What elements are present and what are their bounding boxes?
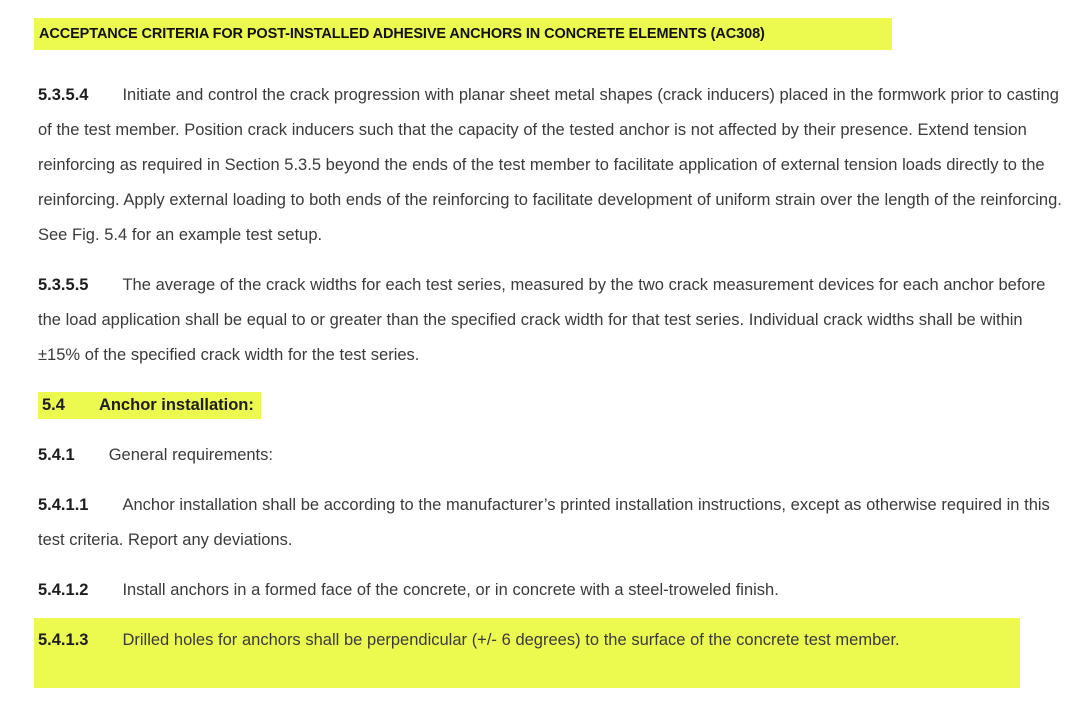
clause-number-5-3-5-5: 5.3.5.5 [38, 276, 89, 294]
clause-text-5-4-1-2: Install anchors in a formed face of the concrete, or in concrete with a steel-troweled finish. [122, 581, 779, 599]
clause-number-5-4-1: 5.4.1 [38, 446, 75, 464]
clause-5-4-1-3 [38, 623, 1066, 658]
document-running-header [34, 18, 892, 50]
clause-text-5-4-1: General requirements: [108, 446, 273, 464]
clause-number-5-4-1-3: 5.4.1.3 [38, 631, 89, 649]
clause-5-4-1-3-highlight [34, 618, 1020, 688]
clause-number-5-3-5-4: 5.3.5.4 [38, 86, 89, 104]
clause-number-5-4-1-1: 5.4.1.1 [38, 496, 89, 514]
clause-text-5-4-1-1: Anchor installation shall be according to the manufacturer’s printed installation instructions, except as otherwise required in this test criteria. Report any deviations. [38, 496, 1050, 549]
clause-5-4-1 [38, 438, 1066, 473]
clause-5-4-highlight [38, 392, 261, 419]
clause-5-4-1-2 [38, 573, 1066, 608]
clause-text-5-3-5-5: The average of the crack widths for each test series, measured by the two crack measurement devices for each anchor before the load application shall be equal to or greater than the specified crack width for that test series. Individual crack widths shall be within ±15% of the specified crack width for the test series. [38, 276, 1046, 364]
document-body [38, 78, 1066, 658]
clause-text-5-3-5-4: Initiate and control the crack progression with planar sheet metal shapes (crack inducers) placed in the formwork prior to casting of the test member. Position crack inducers such that the capacity of the tested anchor is not affected by their presence. Extend tension reinforcing as required in Section 5.3.5 beyond the ends of the test member to facilitate application of external tension loads directly to the reinforcing. Apply external loading to both ends of the reinforcing to facilitate development of uniform strain over the length of the reinforcing. See Fig. 5.4 for an example test setup. [38, 86, 1062, 244]
clause-text-5-4: Anchor installation: [98, 396, 254, 414]
clause-5-4-heading [38, 388, 1066, 423]
clause-number-5-4: 5.4 [42, 396, 65, 414]
clause-5-3-5-4 [38, 78, 1066, 253]
clause-5-3-5-5 [38, 268, 1066, 373]
clause-text-5-4-1-3: Drilled holes for anchors shall be perpendicular (+/- 6 degrees) to the surface of the concrete test member. [122, 631, 900, 649]
clause-number-5-4-1-2: 5.4.1.2 [38, 581, 89, 599]
clause-5-4-1-1 [38, 488, 1066, 558]
running-header-text: ACCEPTANCE CRITERIA FOR POST-INSTALLED ADHESIVE ANCHORS IN CONCRETE ELEMENTS (AC308) [39, 26, 765, 42]
